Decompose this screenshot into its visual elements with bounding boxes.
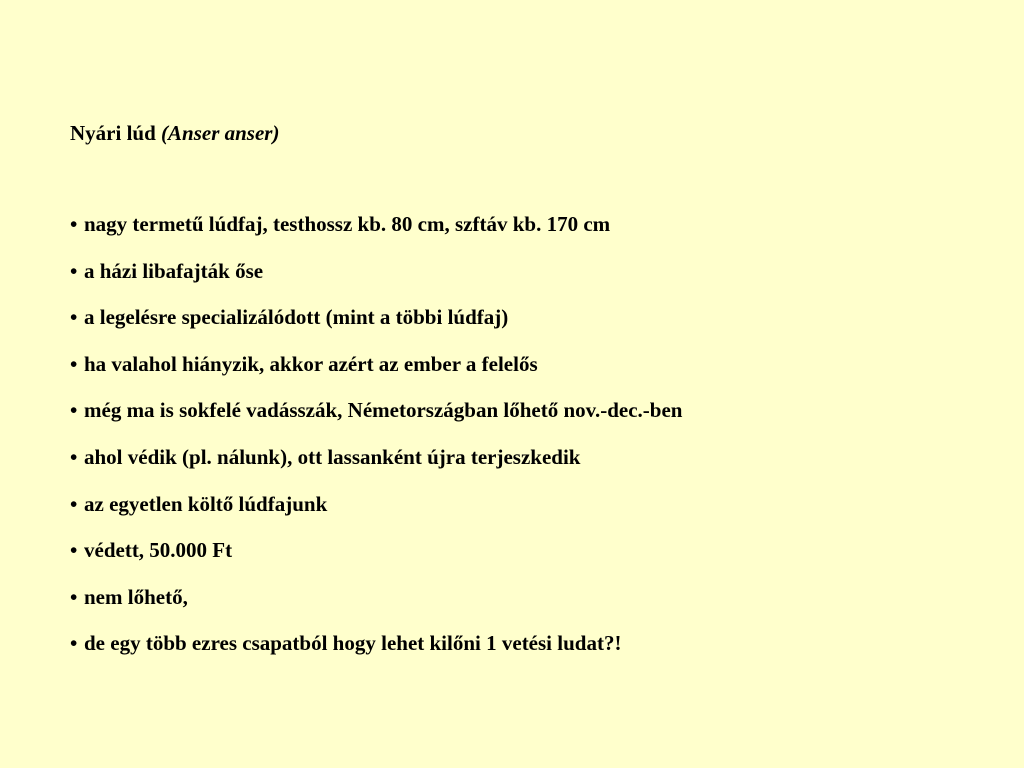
bullet-item <box>70 210 682 238</box>
bullet-text: de egy több ezres csapatból hogy lehet kilőni 1 vetési ludat?! <box>84 631 622 656</box>
bullet-dot: • <box>70 584 78 609</box>
bullet-item <box>70 257 682 285</box>
bullet-dot: • <box>70 305 78 330</box>
bullet-dot: • <box>70 491 78 516</box>
bullet-dot: • <box>70 631 78 656</box>
bullet-text: még ma is sokfelé vadásszák, Németországban lőhető nov.-dec.-ben <box>84 398 683 423</box>
title-common-name: Nyári lúd <box>70 121 156 145</box>
bullet-item <box>70 629 682 657</box>
bullet-item <box>70 536 682 564</box>
bullet-item <box>70 350 682 378</box>
bullet-text: ha valahol hiányzik, akkor azért az ember a felelős <box>84 351 538 376</box>
bullet-dot: • <box>70 538 78 563</box>
bullet-text: nagy termetű lúdfaj, testhossz kb. 80 cm, szftáv kb. 170 cm <box>84 212 611 236</box>
bullet-item <box>70 583 682 611</box>
bullet-list <box>70 210 682 676</box>
bullet-dot: • <box>70 444 78 469</box>
bullet-dot: • <box>70 212 78 236</box>
bullet-text: ahol védik (pl. nálunk), ott lassanként újra terjeszkedik <box>84 444 581 469</box>
bullet-item <box>70 443 682 471</box>
bullet-item <box>70 490 682 518</box>
bullet-item <box>70 303 682 331</box>
bullet-dot: • <box>70 351 78 376</box>
bullet-text: az egyetlen költő lúdfajunk <box>84 491 328 516</box>
bullet-text: nem lőhető, <box>84 584 188 609</box>
bullet-text: a házi libafajták őse <box>84 258 264 283</box>
title-scientific-name: (Anser anser) <box>161 121 280 145</box>
bullet-text: a legelésre specializálódott (mint a többi lúdfaj) <box>84 305 509 330</box>
bullet-item <box>70 396 682 424</box>
slide-title <box>70 119 279 147</box>
bullet-text: védett, 50.000 Ft <box>84 538 233 563</box>
bullet-dot: • <box>70 398 78 423</box>
bullet-dot: • <box>70 258 78 283</box>
